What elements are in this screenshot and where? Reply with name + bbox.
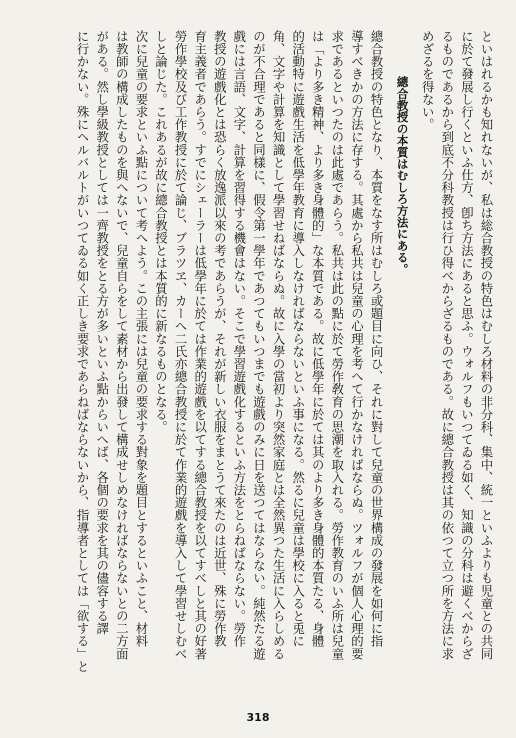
text-line: は教師の構成したものを與へないで、兒童自らをして素材から出發して構成せしめなければならないとの二方面 xyxy=(114,30,130,660)
text-line: といはれるかも知れないが、私は総合教授の特色はむしろ材料の非分科、集中、統一といふよりも児童との共同 xyxy=(479,30,494,660)
text-line: に於て發展し行くといふ仕方、卽ち方法にあると思ふ。ウォルフもいつてゐる如く、知識の分科は避くべからざ xyxy=(459,30,475,660)
text-line: 求であるといつたのは此處であらう。私共は此の點に於て勞作敎育の思潮を取入れる。勞作教育のいふ所は兒童 xyxy=(329,30,345,660)
text-line: 勞作學校及び工作教授に於て論じ、ブラツヱ、カーへ二氏亦總合教授に於て作業的遊戲を導入して學習せしむべ xyxy=(173,30,189,660)
text-line: 戲には言語、文字、計算を習得する機會はない。そこで學習遊戲化するといふ方法をとらねばならない。勞作 xyxy=(231,30,247,648)
text-line: 的活動特に遊戲生活を低學年教育に導入しなければならないといふ事になる。然るに兒童は學校に入ると兎に xyxy=(290,30,306,648)
text-line: がある。然し學級教授としては一齊教授をとる方が多いといふ點からいへば、各個の要求を其の儘容する譯 xyxy=(94,30,110,635)
section-heading: 總合教授の本質はむしろ方法にある。 xyxy=(395,76,410,275)
text-line: は「より多き精神、より多き身體的」な本質である。故に低學年に於ては其のより多き身體的本質たる、身體 xyxy=(310,30,326,648)
text-line: 次に兒童の要求といふ點について考へよう。この主張には兒童の要求する對象を題目とするといふこと、材料 xyxy=(133,30,149,648)
text-line: 育主義者であらう。すでにシェーラーは低學年に於ては作業的遊戲を以てする總合教授を以てすべしと其の好著 xyxy=(192,30,208,660)
text-line: 總合教授の特色となり、本質をなす所はむしろ或題目に向ひ、それに對して兒童の世界構成の發展を如何に指 xyxy=(369,30,385,648)
page-number: 318 xyxy=(246,711,270,724)
text-line: 角、文字や計算を知識として學習せねばならぬ。故に入學の當初より突然家庭とは全然異つた生活に入らしめる xyxy=(271,30,287,660)
text-line: るものであるから到底不分科教授は行ひ得べからざるものである。故に總合教授は其の依つて立つ所を方法に求 xyxy=(439,30,455,660)
text-line: 導すべきかの方法に存する。其處から私共は兒童の心理を考へて行かなければならぬ。ツォルフが個人心理的要 xyxy=(349,30,365,660)
vertical-text-body xyxy=(16,30,496,700)
text-line: 教授の遊戲化とは恐らく放逸派以來の考であらうが、それが新しい衣服をまとうて來たのは近世、殊に勞作教 xyxy=(212,30,228,648)
text-line: に行かない。殊にヘルバルトがいつてゐる如く正しき要求であらねばならないから、指導者としては「欲する」と xyxy=(75,30,91,673)
text-line: のが不合理であると同樣に、假令第一學年であつてもいつまでも遊戲のみに日を送つてはならない。純然たる遊 xyxy=(251,30,267,660)
text-line: しと論じた。これあるが故に總合教授とは本質的に新なるものとなる。 xyxy=(153,30,169,434)
text-line: めざるを得ない。 xyxy=(420,30,436,131)
